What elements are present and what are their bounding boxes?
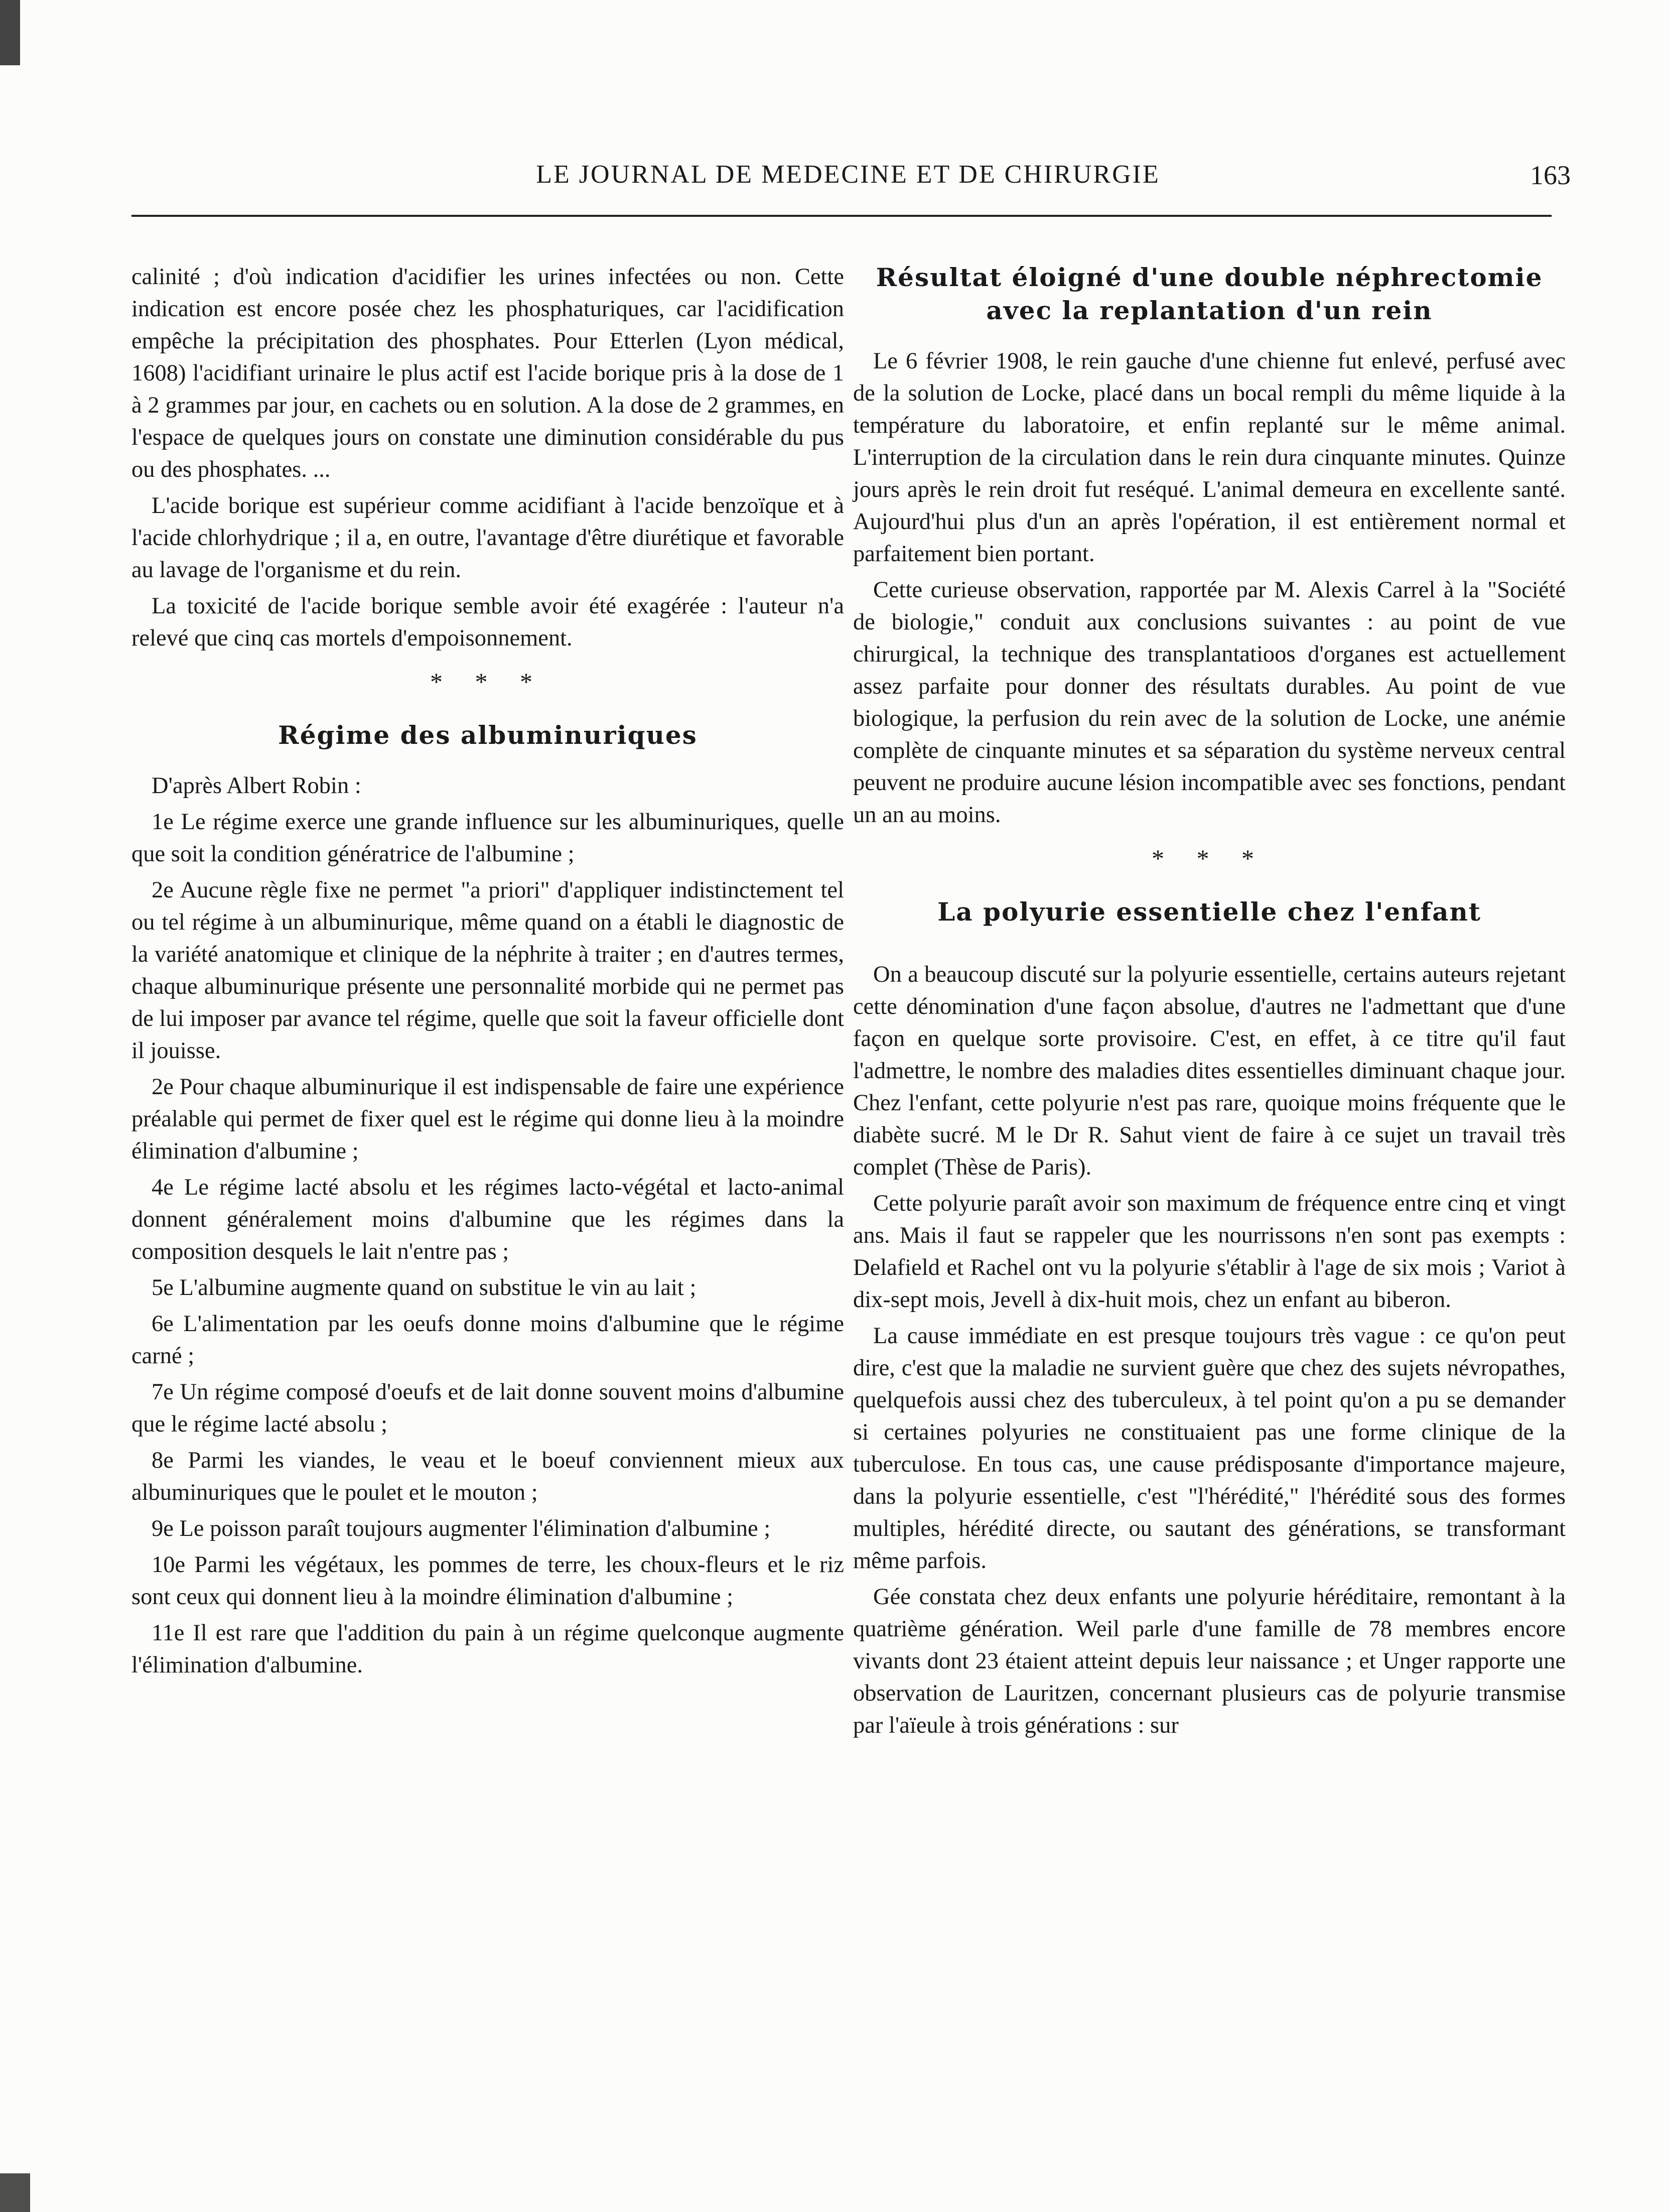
intro-line: D'après Albert Robin : bbox=[152, 773, 361, 799]
section-title: Résultat éloigné d'une double néphrectomie avec la replantation d'un rein bbox=[876, 263, 1543, 325]
list-item: 7e Un régime composé d'oeufs et de lait donne souvent moins d'albumine que le régime lacté absolu ; bbox=[131, 1379, 844, 1437]
left-column bbox=[131, 261, 844, 1685]
list-item: 5e L'albumine augmente quand on substitue le vin au lait ; bbox=[152, 1275, 697, 1300]
section-title: La polyurie essentielle chez l'enfant bbox=[937, 897, 1481, 927]
list-item: 8e Parmi les viandes, le veau et le boeuf conviennent mieux aux albuminuriques que le poulet et le mouton ; bbox=[131, 1448, 844, 1505]
paragraph: On a beaucoup discuté sur la polyurie essentielle, certains auteurs rejetant cette dénomination d'une façon absolue, d'autres ne l'admettant que d'une façon en quelque sorte provisoire. C'est, en effet, à ce titre qu'il faut l'admettre, le nombre des maladies dites essentielles diminuant chaque jour. Chez l'enfant, cette polyurie n'est pas rare, quoique moins fréquente que le diabète sucré. M le Dr R. Sahut vient de faire à ce sujet un travail très complet (Thèse de Paris). bbox=[853, 962, 1566, 1180]
list-item: 1e Le régime exerce une grande influence sur les albuminuriques, quelle que soit la condition génératrice de l'albumine ; bbox=[131, 809, 844, 867]
paragraph: La cause immédiate en est presque toujours très vague : ce qu'on peut dire, c'est que la maladie ne survient guère que chez des sujets névropathes, quelquefois aussi chez des tuberculeux, à tel point qu'on a pu se demander si certaines polyuries ne constituaient pas une forme clinique de la tuberculose. En tous cas, une cause prédisposante d'importance majeure, dans la polyurie essentielle, c'est "l'hérédité," l'hérédité sous des formes multiples, hérédité directe, ou sautant des générations, se transformant même parfois. bbox=[853, 1323, 1566, 1574]
list-item: 9e Le poisson paraît toujours augmenter l'élimination d'albumine ; bbox=[152, 1516, 771, 1541]
section-ornament: * * * bbox=[430, 668, 545, 696]
page-number: 163 bbox=[1530, 160, 1571, 190]
right-column bbox=[853, 261, 1566, 1746]
paragraph: L'acide borique est supérieur comme acidifiant à l'acide benzoïque et à l'acide chlorhydrique ; il a, en outre, l'avantage d'être diurétique et favorable au lavage de l'organisme et du rein. bbox=[131, 493, 844, 583]
scan-artifact bbox=[0, 2173, 30, 2212]
list-item: 4e Le régime lacté absolu et les régimes lacto-végétal et lacto-animal donnent généralement moins d'albumine que les régimes dans la composition desquels le lait n'entre pas ; bbox=[131, 1175, 844, 1264]
section-title: Régime des albuminuriques bbox=[278, 720, 698, 750]
list-item: 6e L'alimentation par les oeufs donne moins d'albumine que le régime carné ; bbox=[131, 1311, 844, 1369]
section-ornament: * * * bbox=[1152, 844, 1267, 872]
scan-artifact bbox=[0, 0, 20, 65]
list-item: 10e Parmi les végétaux, les pommes de terre, les choux-fleurs et le riz sont ceux qui donnent lieu à la moindre élimination d'albumine ; bbox=[131, 1552, 844, 1610]
paragraph: Cette polyurie paraît avoir son maximum de fréquence entre cinq et vingt ans. Mais il faut se rappeler que les nourrissons n'en sont pas exempts : Delafield et Rachel ont vu la polyurie s'établir à l'age de six mois ; Variot à dix-sept mois, Jevell à dix-huit mois, chez un enfant au biberon. bbox=[853, 1191, 1566, 1313]
list-item: 11e Il est rare que l'addition du pain à un régime quelconque augmente l'élimination d'albumine. bbox=[131, 1620, 844, 1678]
paragraph: Le 6 février 1908, le rein gauche d'une chienne fut enlevé, perfusé avec de la solution de Locke, placé dans un bocal rempli du même liquide à la température du laboratoire, et enfin replanté sur le même animal. L'interruption de la circulation dans le rein dura cinquante minutes. Quinze jours après le rein droit fut reséqué. L'animal demeura en excellente santé. Aujourd'hui plus d'un an après l'opération, il est entièrement normal et parfaitement bien portant. bbox=[853, 348, 1566, 567]
paragraph: calinité ; d'où indication d'acidifier les urines infectées ou non. Cette indication est encore posée chez les phosphaturiques, car l'acidification empêche la précipitation des phosphates. Pour Etterlen (Lyon médical, 1608) l'acidifiant urinaire le plus actif est l'acide borique pris à la dose de 1 à 2 grammes par jour, en cachets ou en solution. A la dose de 2 grammes, en l'espace de quelques jours on constate une diminution considérable du pus ou des phosphates. ... bbox=[131, 264, 844, 482]
list-item: 2e Pour chaque albuminurique il est indispensable de faire une expérience préalable qui permet de fixer quel est le régime qui donne lieu à la moindre élimination d'albumine ; bbox=[131, 1074, 844, 1164]
list-item: 2e Aucune règle fixe ne permet "a priori" d'appliquer indistinctement tel ou tel régime à un albuminurique, même quand on a établi le diagnostic de la variété anatomique et clinique de la néphrite à traiter ; en d'autres termes, chaque albuminurique présente une personnalité morbide qui ne permet pas de lui imposer par avance tel régime, quelle que soit la faveur officielle dont il jouisse. bbox=[131, 877, 844, 1064]
page-header bbox=[125, 160, 1571, 200]
paragraph: Cette curieuse observation, rapportée par M. Alexis Carrel à la "Société de biologie," conduit aux conclusions suivantes : au point de vue chirurgical, la technique des transplantatioos d'organes est actuellement assez parfaite pour donner des résultats durables. Au point de vue biologique, la perfusion du rein avec de la solution de Locke, une anémie complète de cinquante minutes et sa séparation du système nerveux central peuvent ne produire aucune lésion incompatible avec ses fonctions, pendant un an au moins. bbox=[853, 577, 1566, 828]
header-rule bbox=[131, 215, 1552, 217]
paragraph: La toxicité de l'acide borique semble avoir été exagérée : l'auteur n'a relevé que cinq cas mortels d'empoisonnement. bbox=[131, 593, 844, 651]
running-title: LE JOURNAL DE MEDECINE ET DE CHIRURGIE bbox=[536, 160, 1160, 189]
paragraph: Gée constata chez deux enfants une polyurie héréditaire, remontant à la quatrième génération. Weil parle d'une famille de 78 membres encore vivants dont 23 étaient atteint depuis leur naissance ; et Unger rapporte une observation de Lauritzen, concernant plusieurs cas de polyurie transmise par l'aïeule à trois générations : sur bbox=[853, 1584, 1566, 1738]
